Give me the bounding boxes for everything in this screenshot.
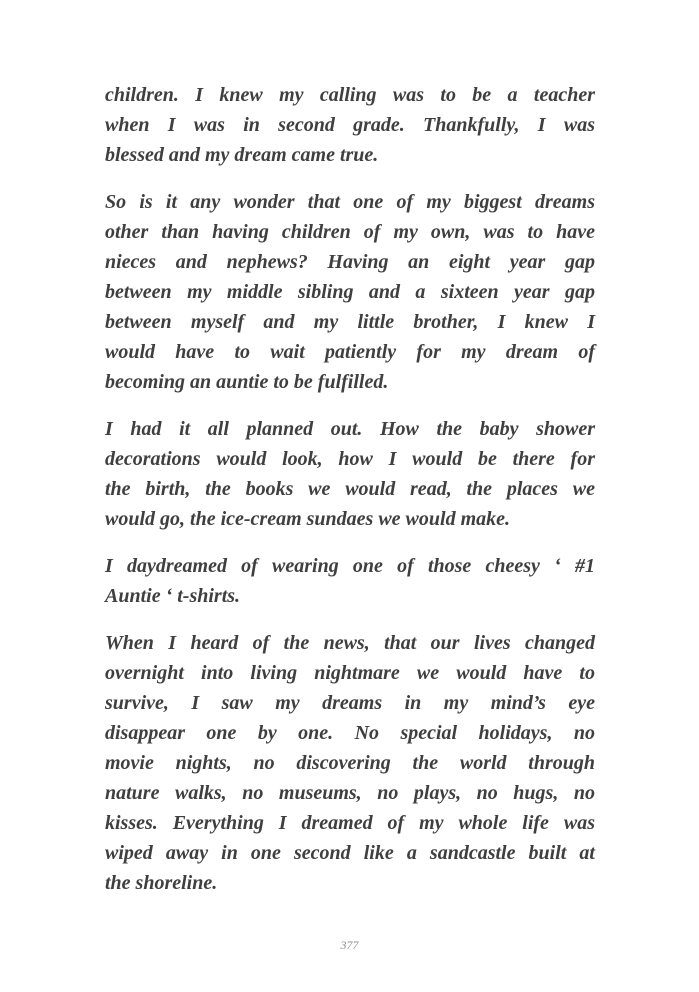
text-line: becoming an auntie to be fulfilled. bbox=[105, 371, 389, 393]
text-line: blessed and my dream came true. bbox=[105, 144, 379, 166]
body-text bbox=[105, 80, 595, 915]
text-line: decorations would look, how I would be there for bbox=[105, 448, 595, 470]
text-line: between my middle sibling and a sixteen year gap bbox=[105, 281, 595, 303]
text-line: children. I knew my calling was to be a teacher bbox=[105, 84, 595, 106]
text-line: would go, the ice-cream sundaes we would make. bbox=[105, 508, 510, 530]
paragraph bbox=[105, 187, 595, 397]
text-line: would have to wait patiently for my dream of bbox=[105, 341, 595, 363]
text-line: Auntie ‘ t-shirts. bbox=[105, 585, 241, 607]
text-line: wiped away in one second like a sandcastle built at bbox=[105, 842, 595, 864]
text-line: when I was in second grade. Thankfully, I was bbox=[105, 114, 595, 136]
page-number: 377 bbox=[340, 938, 359, 952]
text-line: I had it all planned out. How the baby shower bbox=[105, 418, 595, 440]
text-line: I daydreamed of wearing one of those cheesy ‘ #1 bbox=[105, 555, 595, 577]
text-line: nieces and nephews? Having an eight year gap bbox=[105, 251, 595, 273]
paragraph bbox=[105, 551, 595, 611]
paragraph bbox=[105, 628, 595, 898]
text-line: the birth, the books we would read, the places we bbox=[105, 478, 595, 500]
text-line: other than having children of my own, was to have bbox=[105, 221, 595, 243]
paragraph bbox=[105, 80, 595, 170]
paragraph bbox=[105, 414, 595, 534]
text-line: When I heard of the news, that our lives changed bbox=[105, 632, 595, 654]
text-line: between myself and my little brother, I knew I bbox=[105, 311, 595, 333]
text-line: overnight into living nightmare we would have to bbox=[105, 662, 595, 684]
text-line: nature walks, no museums, no plays, no hugs, no bbox=[105, 782, 595, 804]
text-line: survive, I saw my dreams in my mind’s eye bbox=[105, 692, 595, 714]
text-line: the shoreline. bbox=[105, 872, 218, 894]
text-line: So is it any wonder that one of my biggest dreams bbox=[105, 191, 595, 213]
text-line: movie nights, no discovering the world through bbox=[105, 752, 595, 774]
text-line: kisses. Everything I dreamed of my whole life was bbox=[105, 812, 595, 834]
text-line: disappear one by one. No special holidays, no bbox=[105, 722, 595, 744]
